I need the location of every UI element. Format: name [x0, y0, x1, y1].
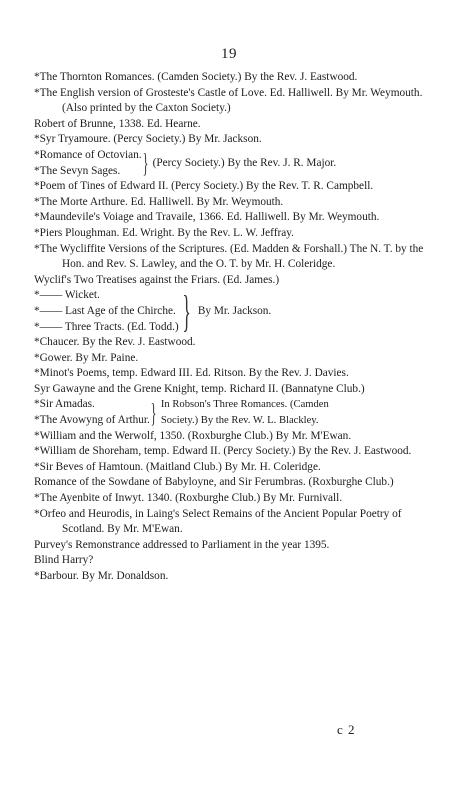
list-item: Wyclif's Two Treatises against the Friars. (Ed. James.): [34, 273, 280, 286]
group-note: (Percy Society.) By the Rev. J. R. Major.: [152, 156, 337, 169]
list-item: *The English version of Grosteste's Castle of Love. Ed. Halliwell. By Mr. Weymouth. (Also printed by the Caxton Society.): [34, 86, 423, 115]
grouped-entry-percy: [34, 148, 426, 179]
list-item: *Sir Beves of Hamtoun. (Maitland Club.) By Mr. H. Coleridge.: [34, 460, 321, 473]
list-item: *Syr Tryamoure. (Percy Society.) By Mr. Jackson.: [34, 133, 262, 146]
list-item: *Maundevile's Voiage and Travaile, 1366. Ed. Halliwell. By Mr. Weymouth.: [34, 211, 380, 224]
list-item: *The Thornton Romances. (Camden Society.) By the Rev. J. Eastwood.: [34, 71, 358, 83]
list-item: *William and the Werwolf, 1350. (Roxburghe Club.) By Mr. M'Ewan.: [34, 429, 352, 442]
list-item: *—— Three Tracts. (Ed. Todd.): [34, 320, 179, 333]
list-item: Blind Harry?: [34, 554, 94, 567]
list-item: Robert of Brunne, 1338. Ed. Hearne.: [34, 117, 201, 130]
group-note: By Mr. Jackson.: [197, 304, 272, 317]
list-item: Romance of the Sowdane of Babyloyne, and Sir Ferumbras. (Roxburghe Club.): [34, 476, 394, 489]
entry-list: [34, 70, 426, 585]
group-note: In Robson's Three Romances. (Camden: [160, 399, 329, 411]
grouped-entry-jackson: [34, 288, 426, 335]
list-item: Purvey's Remonstrance addressed to Parliament in the year 1395.: [34, 538, 330, 551]
list-item: *Sir Amadas.: [34, 398, 95, 411]
right-brace: }: [150, 397, 157, 428]
list-item: *The Sevyn Sages.: [34, 164, 121, 177]
signature-mark: c 2: [337, 722, 356, 737]
list-item: *The Wycliffite Versions of the Scriptures. (Ed. Madden & Forshall.) The N. T. by the Hon. and Rev. S. Lawley, and the O. T. by Mr. H. Coleridge.: [34, 242, 424, 271]
right-brace: }: [142, 148, 149, 179]
list-item: *William de Shoreham, temp. Edward II. (Percy Society.) By the Rev. J. Eastwood.: [34, 445, 412, 458]
list-item: *Piers Ploughman. Ed. Wright. By the Rev. L. W. Jeffray.: [34, 226, 294, 239]
list-item: *Minot's Poems, temp. Edward III. Ed. Ritson. By the Rev. J. Davies.: [34, 367, 349, 380]
list-item: *—— Last Age of the Chirche.: [34, 304, 176, 317]
right-brace: }: [182, 286, 191, 336]
list-item: *Barbour. By Mr. Donaldson.: [34, 570, 169, 582]
list-item: *Romance of Octovian.: [34, 148, 142, 161]
list-item: *Chaucer. By the Rev. J. Eastwood.: [34, 336, 196, 349]
list-item: *The Ayenbite of Inwyt. 1340. (Roxburghe Club.) By Mr. Furnivall.: [34, 492, 343, 505]
group-note: Society.) By the Rev. W. L. Blackley.: [160, 415, 319, 427]
page-number: 19: [221, 46, 237, 62]
list-item: *Poem of Tines of Edward II. (Percy Society.) By the Rev. T. R. Campbell.: [34, 180, 374, 193]
list-item: *—— Wicket.: [34, 289, 100, 302]
list-item: *The Avowyng of Arthur.: [34, 414, 150, 427]
list-item: *Orfeo and Heurodis, in Laing's Select Remains of the Ancient Popular Poetry of Scotland. By Mr. M'Ewan.: [34, 507, 402, 536]
list-item: *The Morte Arthure. Ed. Halliwell. By Mr. Weymouth.: [34, 195, 284, 208]
grouped-entry-robson: [34, 397, 426, 428]
list-item: Syr Gawayne and the Grene Knight, temp. Richard II. (Bannatyne Club.): [34, 382, 365, 395]
list-item: *Gower. By Mr. Paine.: [34, 351, 139, 364]
